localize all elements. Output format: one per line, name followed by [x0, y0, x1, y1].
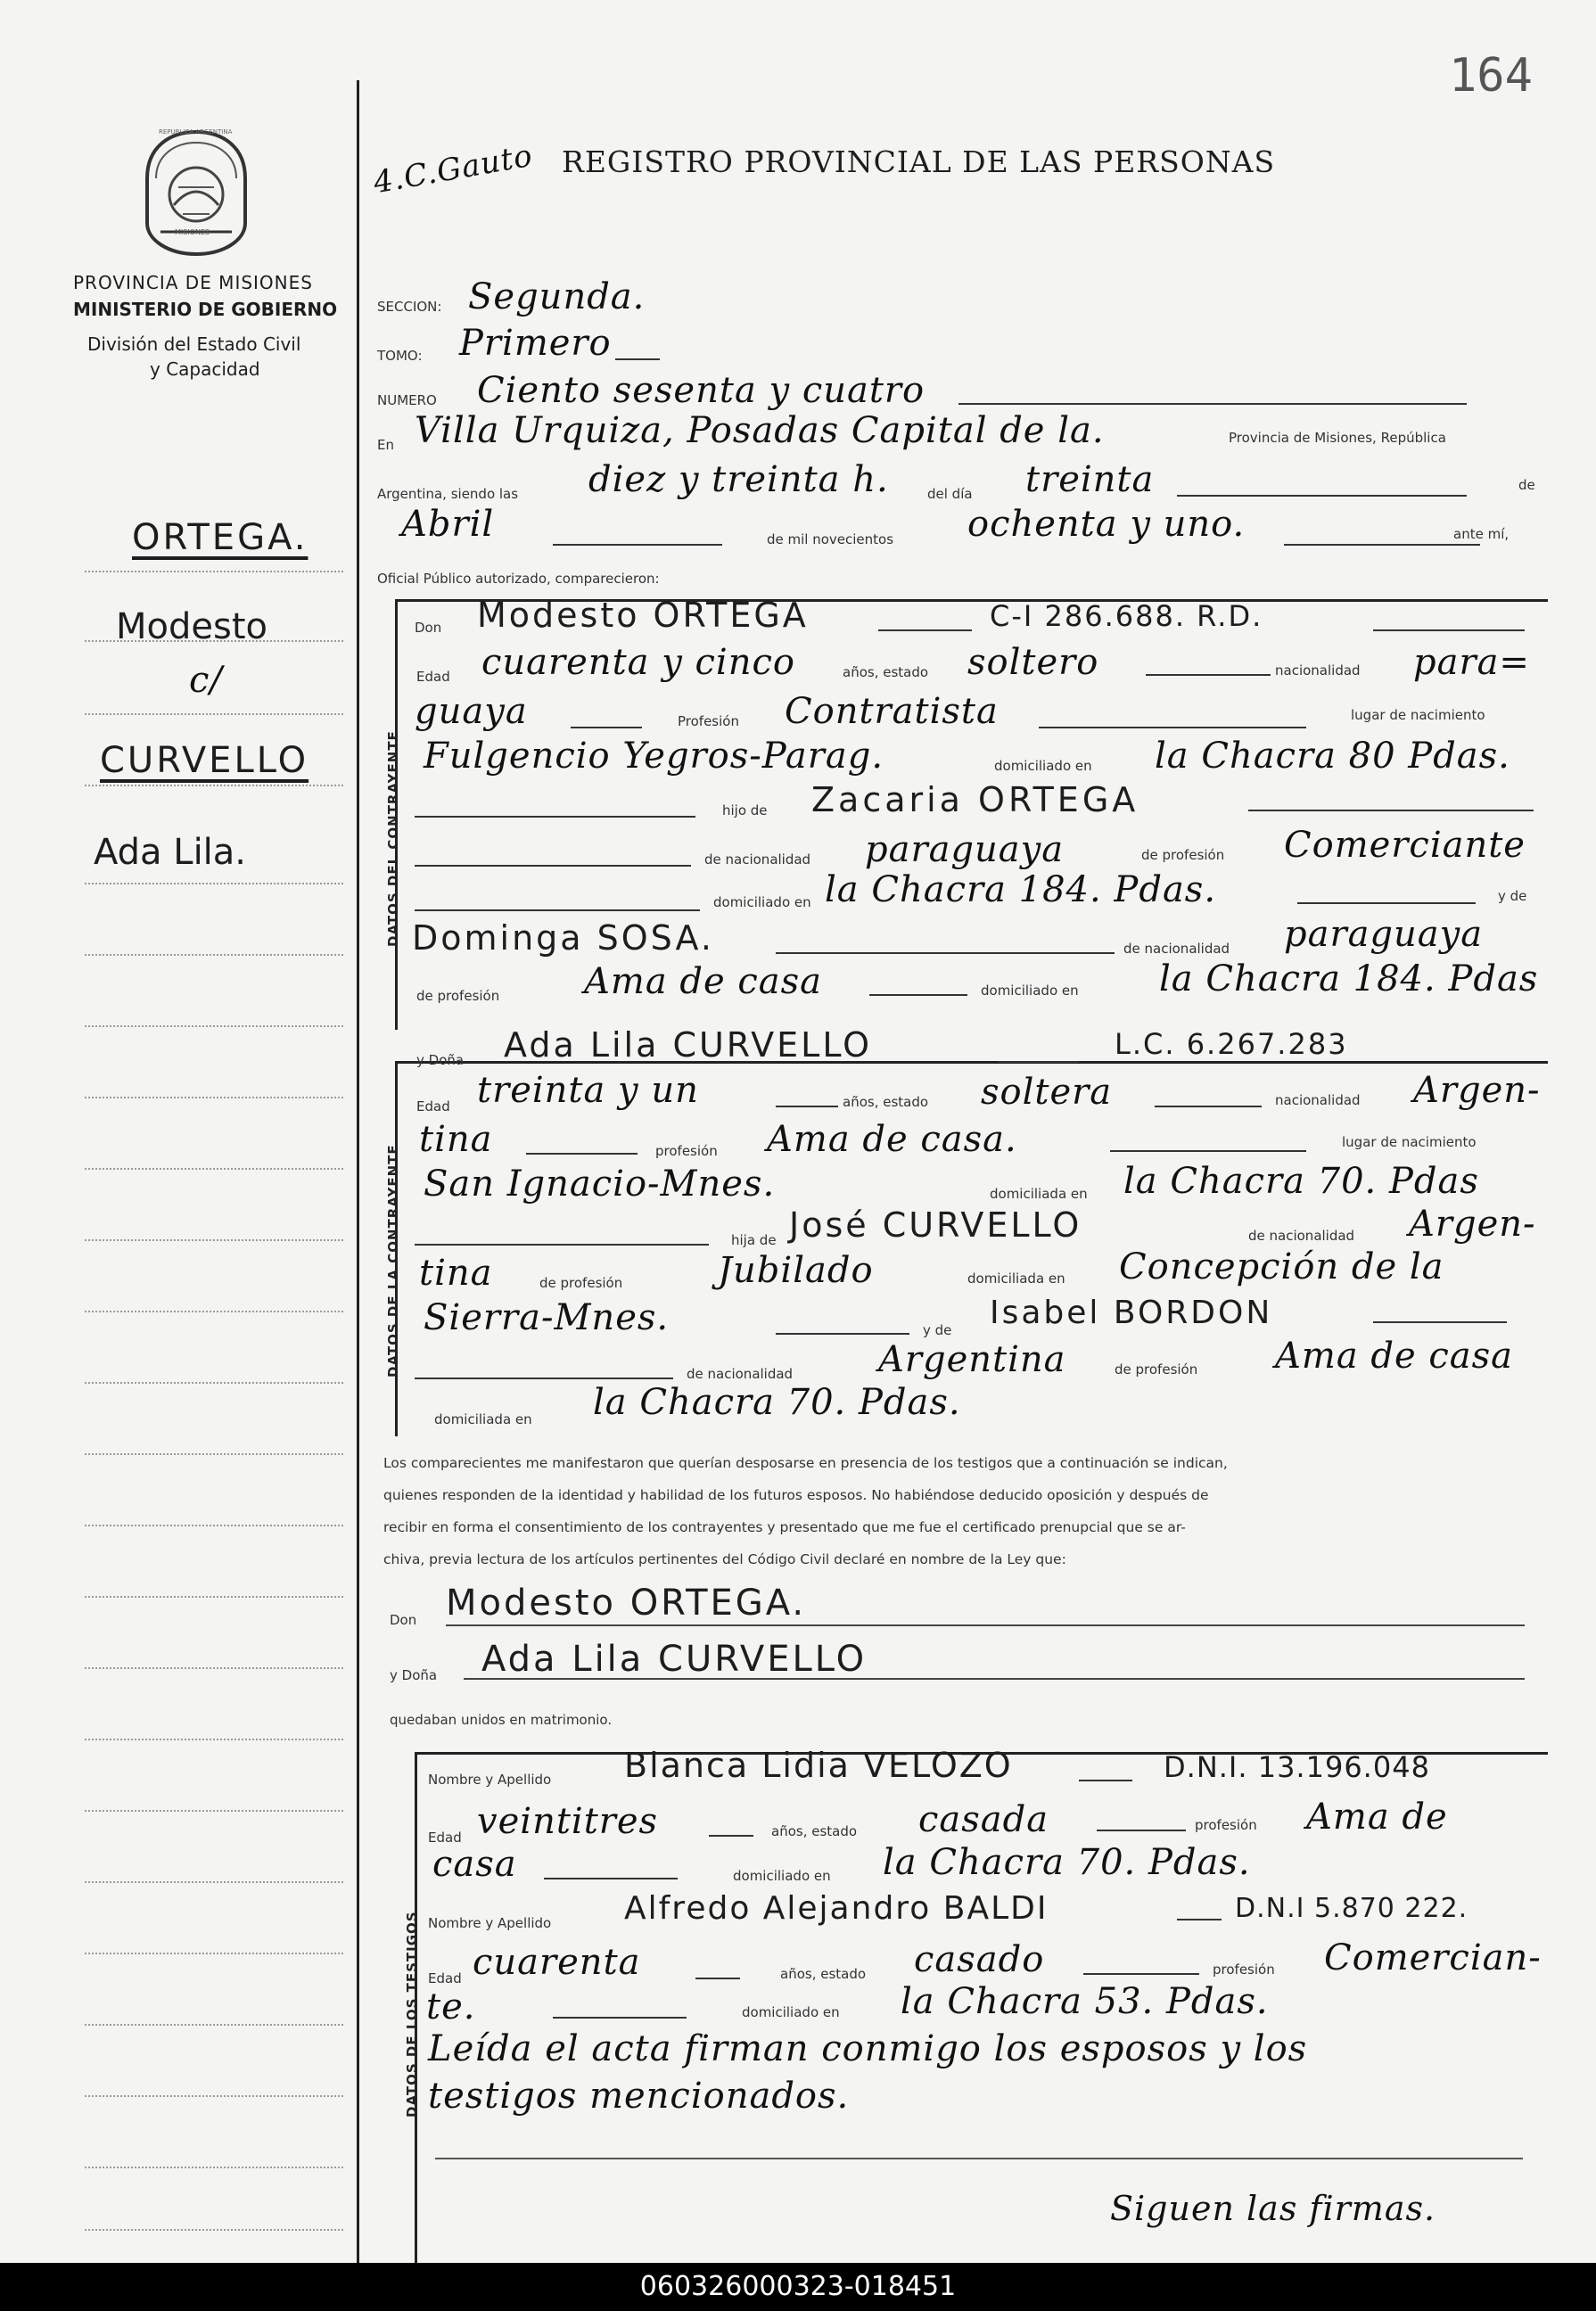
de-prof-label-2: de profesión — [416, 988, 500, 1004]
de-nac-label-4: de nacionalidad — [687, 1366, 794, 1382]
side-label-contrayente: DATOS DEL CONTRAYENTE — [385, 730, 401, 947]
contrayenta-padre: José CURVELLO — [789, 1205, 1082, 1245]
contrayenta-name: Ada Lila CURVELLO — [504, 1025, 873, 1065]
en-label: En — [377, 437, 394, 453]
y-de-label: y de — [1498, 888, 1527, 904]
province-name: PROVINCIA DE MISIONES — [73, 272, 313, 293]
domiciliada-label: domiciliada en — [990, 1186, 1088, 1202]
testigo1-edad: veintitres — [477, 1801, 659, 1842]
footer-code: 060326000323-018451 — [0, 2263, 1596, 2311]
contrayente-profesion: Contratista — [785, 691, 999, 732]
contrayenta-nac-a: Argen- — [1413, 1070, 1541, 1111]
seccion-value: Segunda. — [468, 276, 646, 317]
numero-value: Ciento sesenta y cuatro — [477, 370, 926, 411]
seal-text-top: REPUBLICA ARGENTINA — [159, 128, 233, 136]
anio-value: ochenta y uno. — [967, 504, 1246, 545]
decl-dona-label: y Doña — [390, 1667, 438, 1683]
tomo-value: Primero — [459, 323, 612, 364]
contrayente-lugar-nac: Fulgencio Yegros-Parag. — [424, 736, 884, 777]
domiciliado-label-3: domiciliado en — [981, 983, 1079, 999]
testigo2-prof-a: Comercian- — [1324, 1937, 1542, 1978]
edad-label-2: Edad — [416, 1098, 450, 1114]
contrayenta-padre-dom-a: Concepción de la — [1119, 1246, 1444, 1287]
margin-surname-2: CURVELLO — [100, 740, 309, 781]
side-label-testigos: DATOS DE LOS TESTIGOS — [404, 1911, 420, 2118]
signatures-note: Siguen las firmas. — [1110, 2189, 1436, 2228]
argentina-text: Argentina, siendo las — [377, 486, 519, 502]
hija-label: hija de — [731, 1232, 777, 1248]
testigo2-estado: casado — [914, 1939, 1045, 1980]
lugar-nac-label-2: lugar de nacimiento — [1342, 1134, 1477, 1150]
division-name: División del Estado Civil — [87, 333, 301, 355]
contrayenta-padre-dom-b: Sierra-Mnes. — [424, 1297, 670, 1338]
de-nac-label-3: de nacionalidad — [1248, 1228, 1355, 1244]
del-dia-label: del día — [927, 486, 973, 502]
testigo1-anios-estado: años, estado — [771, 1823, 858, 1839]
contrayenta-padre-prof: Jubilado — [718, 1250, 874, 1291]
nacionalidad-label: nacionalidad — [1275, 662, 1361, 678]
contrayenta-domicilio: la Chacra 70. Pdas — [1123, 1161, 1479, 1202]
contrayenta-padre-nac-a: Argen- — [1409, 1204, 1536, 1245]
contrayenta-nac-b: tina — [419, 1119, 493, 1160]
domiciliada-label-2: domiciliada en — [967, 1271, 1065, 1287]
declaration-line-2: quienes responden de la identidad y habilidad de los futuros esposos. No habiéndose deducido oposición y después de — [383, 1487, 1209, 1503]
de-label: de — [1518, 477, 1535, 493]
contrayenta-madre-dom: la Chacra 70. Pdas. — [593, 1382, 961, 1423]
closing-line-2: testigos mencionados. — [428, 2076, 850, 2117]
declaration-line-3: recibir en forma el consentimiento de los contrayentes y presentado que me fue el certificado prenupcial que se ar- — [383, 1519, 1186, 1535]
testigo2-anios-estado: años, estado — [780, 1966, 867, 1982]
lugar-value: Villa Urquiza, Posadas Capital de la. — [415, 410, 1105, 451]
contrayente-estado: soltero — [967, 642, 1099, 683]
division-subtitle: y Capacidad — [150, 358, 260, 380]
contrayente-madre-nac: paraguaya — [1284, 914, 1484, 955]
anios-estado-label: años, estado — [843, 664, 929, 680]
testigo1-edad-label: Edad — [428, 1830, 462, 1846]
mes-value: Abril — [401, 504, 495, 545]
decl-don-name: Modesto ORTEGA. — [446, 1583, 807, 1624]
testigo1-dom-label: domiciliado en — [733, 1868, 831, 1884]
testigo2-prof-b: te. — [426, 1986, 476, 2027]
contrayente-padre-nac: paraguaya — [865, 829, 1065, 870]
ministry-name: MINISTERIO DE GOBIERNO — [73, 299, 338, 320]
de-nac-label: de nacionalidad — [704, 851, 811, 868]
contrayente-padre: Zacaria ORTEGA — [811, 780, 1139, 819]
numero-label: NUMERO — [377, 392, 437, 408]
testigo1-prof-a: Ama de — [1306, 1797, 1448, 1838]
contrayenta-estado: soltera — [981, 1072, 1113, 1113]
clerk-initials: 4.C.Gauto — [370, 137, 536, 201]
testigo2-edad: cuarenta — [473, 1942, 641, 1983]
contrayenta-madre-prof: Ama de casa — [1275, 1336, 1513, 1377]
contrayente-madre-prof: Ama de casa — [584, 961, 822, 1002]
profesion-label-2: profesión — [655, 1143, 718, 1159]
testigo2-dom-label: domiciliado en — [742, 2004, 840, 2020]
de-prof-label: de profesión — [1141, 847, 1225, 863]
contrayenta-edad: treinta y un — [477, 1070, 699, 1111]
de-prof-label-3: de profesión — [539, 1275, 623, 1291]
anios-estado-label-2: años, estado — [843, 1094, 929, 1110]
contrayente-madre: Dominga SOSA. — [412, 918, 714, 958]
testigo2-doc: D.N.I 5.870 222. — [1235, 1893, 1468, 1924]
dona-label: y Doña — [416, 1052, 465, 1068]
contrayente-doc: C-I 286.688. R.D. — [990, 599, 1263, 633]
contrayente-madre-dom: la Chacra 184. Pdas — [1159, 958, 1539, 999]
de-nac-label-2: de nacionalidad — [1123, 941, 1230, 957]
declaration-line-4: chiva, previa lectura de los artículos pertinentes del Código Civil declaré en nombre de la Ley que: — [383, 1551, 1066, 1567]
testigo2-edad-label: Edad — [428, 1970, 462, 1986]
contrayenta-doc: L.C. 6.267.283 — [1115, 1027, 1348, 1061]
page-number: 164 — [1449, 49, 1533, 103]
domiciliado-label: domiciliado en — [994, 758, 1092, 774]
contrayenta-profesion: Ama de casa. — [767, 1119, 1017, 1160]
tomo-label: TOMO: — [377, 348, 423, 364]
margin-name-1: Modesto — [116, 606, 267, 647]
y-de-label-2: y de — [923, 1322, 952, 1338]
testigo1-estado: casada — [918, 1799, 1049, 1840]
contrayente-domicilio: la Chacra 80 Pdas. — [1155, 736, 1510, 777]
de-prof-label-4: de profesión — [1115, 1361, 1198, 1378]
contrayenta-madre-nac: Argentina — [878, 1339, 1066, 1380]
registry-title: REGISTRO PROVINCIAL DE LAS PERSONAS — [562, 144, 1276, 179]
de-mil-label: de mil novecientos — [767, 531, 894, 547]
margin-connector: c/ — [189, 660, 223, 701]
ante-mi-label: ante mí, — [1453, 526, 1510, 542]
oficial-text: Oficial Público autorizado, comparecieron: — [377, 571, 660, 587]
decl-dona-name: Ada Lila CURVELLO — [481, 1639, 868, 1680]
testigo2-nombre: Alfredo Alejandro BALDI — [624, 1890, 1049, 1927]
contrayente-nac-a: para= — [1413, 642, 1530, 683]
seal-text-bottom: MISIONES — [175, 228, 210, 236]
domiciliada-label-3: domiciliada en — [434, 1411, 532, 1427]
testigo2-dom: la Chacra 53. Pdas. — [901, 1981, 1269, 2022]
testigo2-prof-label: profesión — [1213, 1961, 1275, 1978]
dia-value: treinta — [1025, 459, 1155, 500]
domiciliado-label-2: domiciliado en — [713, 894, 811, 910]
closing-line-1: Leída el acta firman conmigo los esposos y los — [428, 2028, 1308, 2069]
testigo1-dom: la Chacra 70. Pdas. — [883, 1842, 1251, 1883]
profesion-label: Profesión — [678, 713, 739, 729]
contrayenta-madre: Isabel BORDON — [990, 1295, 1273, 1331]
provincial-seal — [138, 125, 254, 259]
contrayente-edad: cuarenta y cinco — [481, 642, 795, 683]
hijo-label: hijo de — [722, 802, 768, 818]
contrayenta-padre-nac-b: tina — [419, 1253, 493, 1294]
testigo1-doc: D.N.I. 13.196.048 — [1164, 1750, 1430, 1784]
hora-value: diez y treinta h. — [588, 459, 889, 500]
testigo1-prof-b: casa — [432, 1844, 517, 1885]
declaration-line-1: Los comparecientes me manifestaron que querían desposarse en presencia de los testigos que a continuación se indican, — [383, 1455, 1228, 1471]
testigo1-nombre-label: Nombre y Apellido — [428, 1772, 552, 1788]
don-label: Don — [415, 620, 442, 636]
nacionalidad-label-2: nacionalidad — [1275, 1092, 1361, 1108]
edad-label: Edad — [416, 669, 450, 685]
margin-name-2: Ada Lila. — [94, 832, 247, 873]
provincia-text: Provincia de Misiones, República — [1229, 430, 1446, 446]
contrayente-padre-dom: la Chacra 184. Pdas. — [825, 869, 1217, 910]
margin-surname-1: ORTEGA. — [132, 517, 309, 558]
testigo2-nombre-label: Nombre y Apellido — [428, 1915, 552, 1931]
side-label-contrayenta: DATOS DE LA CONTRAYENTE — [385, 1144, 401, 1378]
testigo1-prof-label: profesión — [1195, 1817, 1257, 1833]
decl-cierre: quedaban unidos en matrimonio. — [390, 1712, 613, 1728]
decl-don-label: Don — [390, 1612, 417, 1628]
seccion-label: SECCION: — [377, 299, 442, 315]
contrayente-name: Modesto ORTEGA — [477, 596, 809, 635]
contrayente-nac-b: guaya — [415, 691, 528, 732]
contrayente-padre-prof: Comerciante — [1284, 825, 1526, 866]
contrayenta-lugar-nac: San Ignacio-Mnes. — [424, 1164, 776, 1205]
lugar-nac-label: lugar de nacimiento — [1351, 707, 1485, 723]
testigo1-nombre: Blanca Lidia VELOZO — [624, 1746, 1013, 1785]
